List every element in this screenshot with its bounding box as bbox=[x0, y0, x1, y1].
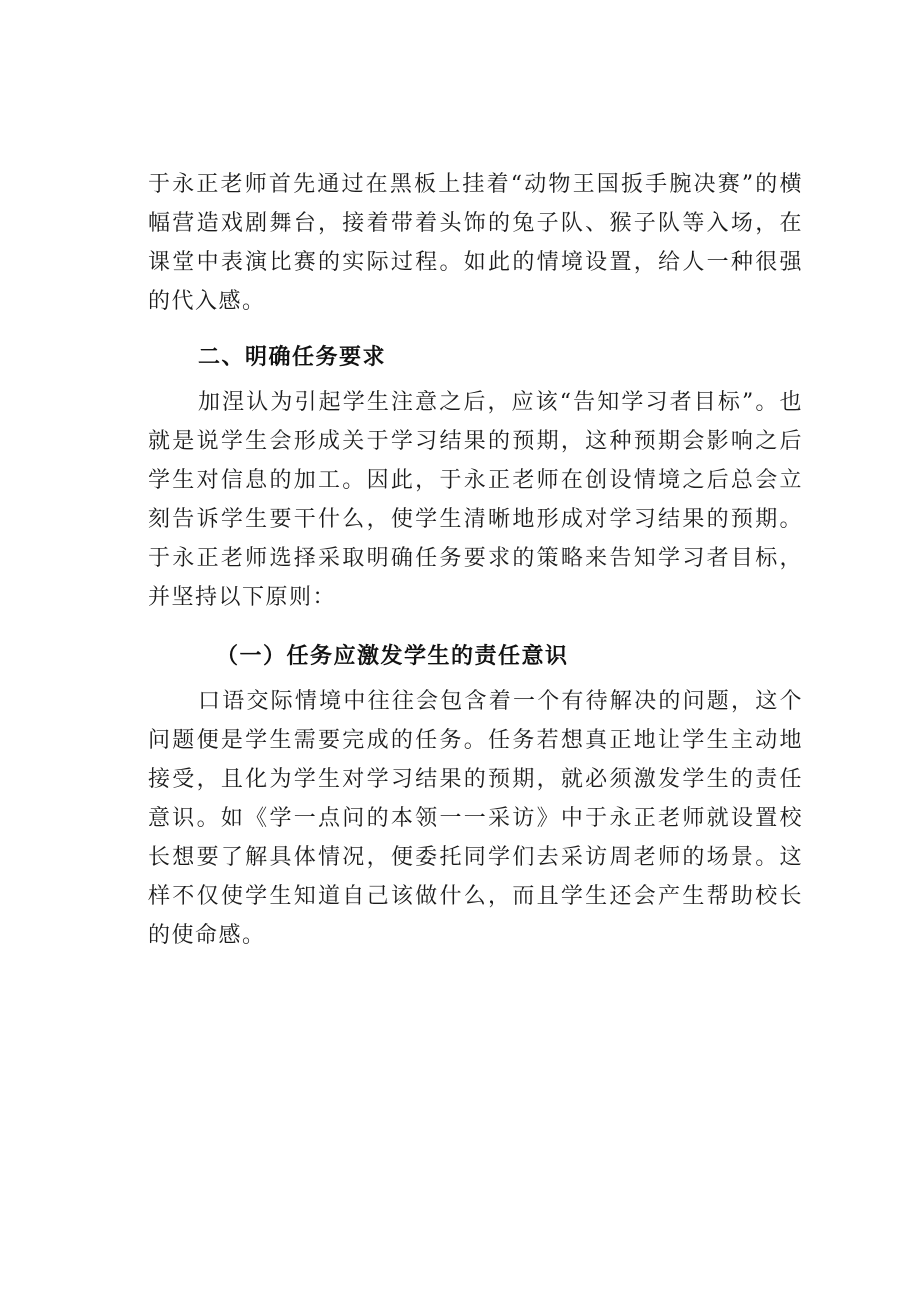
paragraph-3: 口语交际情境中往往会包含着一个有待解决的问题，这个问题便是学生需要完成的任务。任务若想真正地让学生主动地接受，且化为学生对学习结果的预期，就必须激发学生的责任意识。如《学一点问的本领一一采访》中于永正老师就设置校长想要了解具体情况，便委托同学们去采访周老师的场景。这样不仅使学生知道自己该做什么，而且学生还会产生帮助校长的使命感。 bbox=[148, 689, 803, 948]
section-heading-1: 二、明确任务要求 bbox=[198, 345, 387, 370]
paragraph-1: 于永正老师首先通过在黑板上挂着“动物王国扳手腕决赛”的横幅营造戏剧舞台，接着带着头饰的兔子队、猴子队等入场，在课堂中表演比赛的实际过程。如此的情境设置，给人一种很强的代入感。 bbox=[148, 172, 803, 314]
subsection-heading-1: （一）任务应激发学生的责任意识 bbox=[216, 644, 569, 669]
paragraph-2: 加涅认为引起学生注意之后，应该“告知学习者目标”。也就是说学生会形成关于学习结果的预期，这种预期会影响之后学生对信息的加工。因此，于永正老师在创设情境之后总会立刻告诉学生要干什么，使学生清晰地形成对学习结果的预期。于永正老师选择采取明确任务要求的策略来告知学习者目标，并坚持以下原则： bbox=[148, 390, 803, 610]
